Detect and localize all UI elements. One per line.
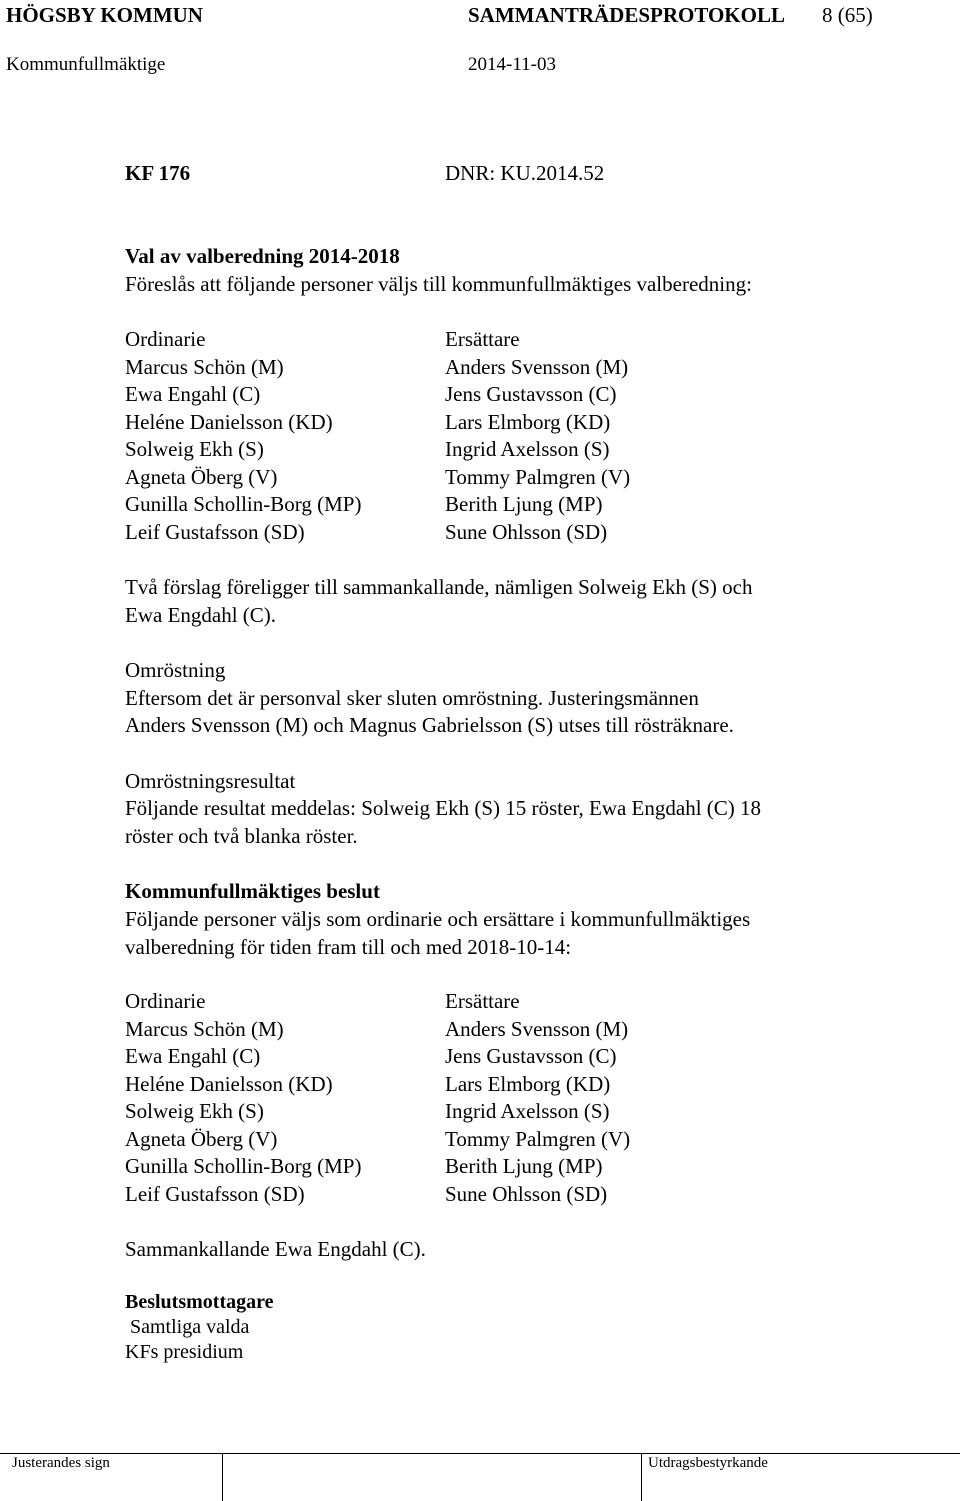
list-item: Berith Ljung (MP) bbox=[445, 492, 603, 516]
decision-ordinarie-list bbox=[125, 988, 361, 1208]
ordinarie-heading: Ordinarie bbox=[125, 327, 206, 351]
list-item: Heléne Danielsson (KD) bbox=[125, 1071, 333, 1096]
decision-ersattare-list bbox=[445, 988, 630, 1208]
recipient-item: Samtliga valda bbox=[130, 1316, 250, 1338]
list-item: Ewa Engahl (C) bbox=[125, 1044, 261, 1068]
page-number: 8 (65) bbox=[822, 3, 873, 27]
vote-heading: Omröstning bbox=[125, 658, 226, 682]
footer-separator bbox=[641, 1453, 642, 1501]
decision-heading: Kommunfullmäktiges beslut bbox=[125, 879, 380, 903]
ordinarie-heading: Ordinarie bbox=[125, 989, 206, 1013]
list-item: Agneta Öberg (V) bbox=[125, 1126, 278, 1151]
result-line-2: röster och två blanka röster. bbox=[125, 824, 358, 848]
proposal-ersattare-list bbox=[445, 326, 630, 546]
list-item: Jens Gustavsson (C) bbox=[445, 382, 617, 406]
case-dnr: DNR: KU.2014.52 bbox=[445, 161, 605, 185]
list-item: Lars Elmborg (KD) bbox=[445, 409, 611, 434]
vote-line-2: Anders Svensson (M) och Magnus Gabrielsson (S) utses till rösträknare. bbox=[125, 713, 734, 737]
footer-separator bbox=[222, 1453, 223, 1501]
two-proposals-line-2: Ewa Engdahl (C). bbox=[125, 603, 277, 627]
intro-text: Föreslås att följande personer väljs till kommunfullmäktiges valberedning: bbox=[125, 272, 752, 296]
extract-certification-label: Utdragsbestyrkande bbox=[648, 1455, 768, 1471]
ersattare-heading: Ersättare bbox=[445, 989, 520, 1013]
list-item: Agneta Öberg (V) bbox=[125, 464, 278, 489]
list-item: Solweig Ekh (S) bbox=[125, 437, 264, 461]
list-item: Marcus Schön (M) bbox=[125, 354, 284, 379]
decision-line-2: valberedning för tiden fram till och med 2018-10-14: bbox=[125, 935, 572, 959]
section-title: Val av valberedning 2014-2018 bbox=[125, 244, 400, 268]
list-item: Leif Gustafsson (SD) bbox=[125, 519, 305, 544]
recipient-item: KFs presidium bbox=[125, 1341, 244, 1363]
recipients-heading: Beslutsmottagare bbox=[125, 1291, 274, 1313]
list-item: Anders Svensson (M) bbox=[445, 354, 629, 379]
result-heading: Omröstningsresultat bbox=[125, 769, 296, 793]
list-item: Sune Ohlsson (SD) bbox=[445, 1181, 608, 1206]
signature-label: Justerandes sign bbox=[12, 1455, 110, 1471]
list-item: Ewa Engahl (C) bbox=[125, 382, 261, 406]
list-item: Solweig Ekh (S) bbox=[125, 1099, 264, 1123]
ersattare-heading: Ersättare bbox=[445, 327, 520, 351]
convener-text: Sammankallande Ewa Engdahl (C). bbox=[125, 1237, 426, 1261]
two-proposals-line-1: Två förslag föreligger till sammankallande, nämligen Solweig Ekh (S) och bbox=[125, 575, 753, 599]
list-item: Berith Ljung (MP) bbox=[445, 1154, 603, 1178]
proposal-ordinarie-list bbox=[125, 326, 361, 546]
list-item: Leif Gustafsson (SD) bbox=[125, 1181, 305, 1206]
vote-line-1: Eftersom det är personval sker sluten omröstning. Justeringsmännen bbox=[125, 686, 699, 710]
list-item: Anders Svensson (M) bbox=[445, 1016, 629, 1041]
meeting-date: 2014-11-03 bbox=[468, 54, 556, 75]
municipality-name: HÖGSBY KOMMUN bbox=[6, 3, 203, 27]
case-number: KF 176 bbox=[125, 161, 191, 185]
result-line-1: Följande resultat meddelas: Solweig Ekh (S) 15 röster, Ewa Engdahl (C) 18 bbox=[125, 796, 762, 820]
decision-line-1: Följande personer väljs som ordinarie och ersättare i kommunfullmäktiges bbox=[125, 907, 751, 931]
list-item: Gunilla Schollin-Borg (MP) bbox=[125, 492, 362, 516]
footer-divider bbox=[0, 1453, 960, 1454]
list-item: Ingrid Axelsson (S) bbox=[445, 1099, 610, 1123]
document-type: SAMMANTRÄDESPROTOKOLL bbox=[468, 3, 785, 27]
list-item: Gunilla Schollin-Borg (MP) bbox=[125, 1154, 362, 1178]
list-item: Ingrid Axelsson (S) bbox=[445, 437, 610, 461]
list-item: Marcus Schön (M) bbox=[125, 1016, 284, 1041]
list-item: Heléne Danielsson (KD) bbox=[125, 409, 333, 434]
list-item: Tommy Palmgren (V) bbox=[445, 464, 631, 489]
list-item: Jens Gustavsson (C) bbox=[445, 1044, 617, 1068]
list-item: Lars Elmborg (KD) bbox=[445, 1071, 611, 1096]
list-item: Sune Ohlsson (SD) bbox=[445, 519, 608, 544]
meeting-body: Kommunfullmäktige bbox=[6, 54, 166, 75]
list-item: Tommy Palmgren (V) bbox=[445, 1126, 631, 1151]
